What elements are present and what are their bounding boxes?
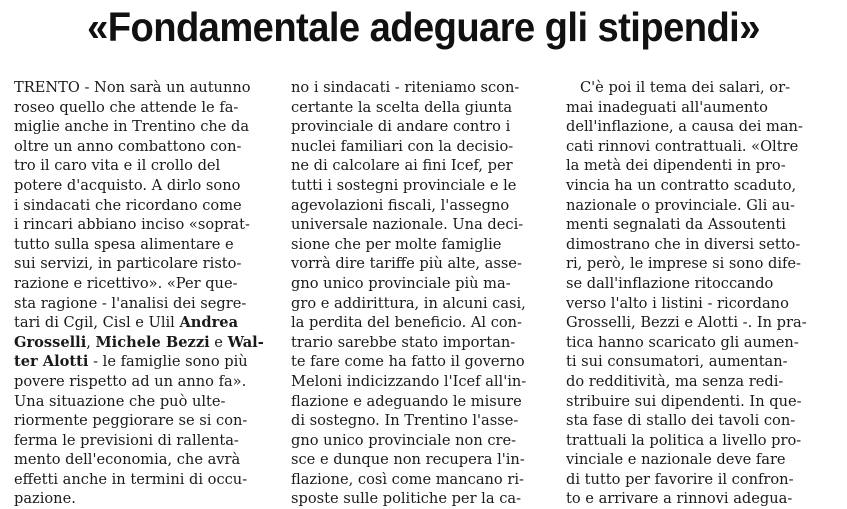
text-line (14, 137, 270, 157)
text-line (14, 215, 270, 235)
text-line (566, 411, 832, 431)
text-run: no i sindacati - riteniamo scon- (291, 79, 520, 96)
text-run: do redditività, ma senza redi- (566, 372, 784, 390)
text-line (291, 294, 547, 314)
text-run: sta fase di stallo dei tavoli con- (566, 412, 796, 430)
text-run: se dall'inflazione ritoccando (566, 274, 774, 292)
text-line (14, 333, 270, 353)
text-run: riormente peggiorare se si con- (14, 412, 248, 430)
text-run: vinciale e nazionale deve fare (566, 451, 786, 469)
author-name: ter Alotti (14, 353, 89, 371)
text-line (291, 215, 547, 235)
text-run: flazione e adeguando le misure (291, 392, 522, 410)
text-run: sce e dunque non recupera l'in- (291, 451, 525, 469)
text-line (566, 235, 832, 255)
text-line (291, 313, 547, 333)
text-line (14, 117, 270, 137)
text-line (14, 489, 270, 509)
text-run: gno unico provinciale più ma- (291, 274, 511, 292)
text-line (291, 98, 547, 118)
text-line (566, 372, 832, 392)
text-line (566, 215, 832, 235)
text-line (14, 450, 270, 470)
text-run: i sindacati che ricordano come (14, 196, 242, 214)
text-run: Meloni indicizzando l'Icef all'in- (291, 372, 527, 390)
text-run: gro e addirittura, in alcuni casi, (291, 294, 526, 312)
text-line (566, 156, 832, 176)
text-line (14, 98, 270, 118)
text-run: provinciale di andare contro i (291, 118, 511, 136)
text-line (566, 313, 832, 333)
text-run: to e arrivare a rinnovi adegua- (566, 490, 793, 508)
text-line (291, 176, 547, 196)
text-run: mento dell'economia, che avrà (14, 451, 241, 469)
text-run: dell'inflazione, a causa dei man- (566, 118, 803, 136)
text-line (566, 274, 832, 294)
text-run: nazionale o provinciale. Gli au- (566, 196, 795, 214)
text-run: Una situazione che può ulte- (14, 392, 226, 410)
text-line (291, 78, 547, 98)
text-run: ferma le previsioni di rallenta- (14, 431, 239, 449)
text-line (14, 470, 270, 490)
text-line (14, 196, 270, 216)
text-run: tica hanno scaricato gli aumen- (566, 333, 799, 351)
text-run: verso l'alto i listini - ricordano (566, 294, 789, 312)
text-line (291, 352, 547, 372)
text-run: di sostegno. In Trentino l'asse- (291, 412, 519, 430)
text-run: tro il caro vita e il crollo del (14, 157, 221, 175)
text-run: sui servizi, in particolare risto- (14, 255, 242, 273)
text-run: povere rispetto ad un anno fa». (14, 372, 247, 390)
text-line (291, 470, 547, 490)
text-run: e (209, 333, 228, 351)
text-line (291, 489, 547, 509)
text-line (566, 137, 832, 157)
text-run: cati rinnovi contrattuali. «Oltre (566, 137, 799, 155)
text-run: miglie anche in Trentino che da (14, 118, 250, 136)
text-line (291, 333, 547, 353)
text-run: universale nazionale. Una deci- (291, 216, 524, 234)
text-run: tutti i sostegni provinciale e le (291, 176, 517, 194)
text-line (566, 470, 832, 490)
text-line (14, 254, 270, 274)
text-line (566, 176, 832, 196)
text-line (14, 78, 270, 98)
text-run: nuclei familiari con la decisio- (291, 137, 514, 155)
article-column-2 (291, 78, 547, 509)
text-run: , (86, 333, 96, 351)
text-run: te fare come ha fatto il governo (291, 353, 525, 371)
author-name: Michele Bezzi (95, 333, 210, 351)
article-headline: «Fondamentale adeguare gli stipendi» (87, 4, 760, 50)
text-line (291, 431, 547, 451)
text-run: C'è poi il tema dei salari, or- (580, 79, 790, 96)
text-line (291, 411, 547, 431)
text-line (14, 411, 270, 431)
text-line (14, 156, 270, 176)
text-line (291, 137, 547, 157)
text-run: menti segnalati da Assoutenti (566, 216, 786, 234)
text-run: la metà dei dipendenti in pro- (566, 157, 786, 175)
text-line (566, 392, 832, 412)
text-line (291, 254, 547, 274)
text-line (291, 372, 547, 392)
author-name: Wal- (227, 333, 264, 351)
text-run: roseo quello che attende le fa- (14, 98, 239, 116)
text-line (566, 450, 832, 470)
text-line (566, 98, 832, 118)
text-run: trattuali la politica a livello pro- (566, 431, 802, 449)
text-run: - le famiglie sono più (88, 353, 248, 371)
text-run: ne di calcolare ai fini Icef, per (291, 157, 513, 175)
text-line (14, 176, 270, 196)
article-column-1 (14, 78, 270, 509)
text-run: TRENTO - Non sarà un autunno (14, 79, 251, 96)
text-line (291, 196, 547, 216)
text-run: trario sarebbe stato importan- (291, 333, 516, 351)
text-line (291, 156, 547, 176)
text-run: effetti anche in termini di occu- (14, 470, 248, 488)
text-run: razione e ricettivo». «Per que- (14, 274, 238, 292)
text-line (566, 352, 832, 372)
text-run: gno unico provinciale non cre- (291, 431, 517, 449)
text-line (14, 352, 270, 372)
text-line (14, 431, 270, 451)
text-run: di tutto per favorire il confron- (566, 470, 794, 488)
text-line (566, 78, 832, 98)
text-run: i rincari abbiano inciso «soprat- (14, 216, 250, 234)
article-column-3 (566, 78, 832, 509)
text-line (566, 333, 832, 353)
text-run: stribuire sui dipendenti. In que- (566, 392, 802, 410)
text-run: mai inadeguati all'aumento (566, 98, 768, 116)
text-line (291, 392, 547, 412)
text-line (566, 489, 832, 509)
text-run: potere d'acquisto. A dirlo sono (14, 176, 241, 194)
text-run: flazione, così come mancano ri- (291, 470, 524, 488)
text-run: agevolazioni fiscali, l'assegno (291, 196, 510, 214)
text-line (291, 117, 547, 137)
text-line (566, 196, 832, 216)
text-run: sione che per molte famiglie (291, 235, 502, 253)
text-run: tari di Cgil, Cisl e Ulil (14, 314, 180, 332)
text-run: ri, però, le imprese si sono dife- (566, 255, 801, 273)
text-run: vorrà dire tariffe più alte, asse- (291, 255, 522, 273)
text-line (14, 294, 270, 314)
text-line (566, 254, 832, 274)
text-run: tutto sulla spesa alimentare e (14, 235, 234, 253)
text-line (566, 431, 832, 451)
text-line (566, 117, 832, 137)
text-run: sposte sulle politiche per la ca- (291, 490, 521, 508)
text-line (14, 392, 270, 412)
text-line (291, 450, 547, 470)
author-name: Grosselli (14, 333, 87, 351)
text-run: sta ragione - l'analisi dei segre- (14, 294, 247, 312)
text-run: Grosselli, Bezzi e Alotti -. In pra- (566, 314, 807, 332)
text-line (14, 235, 270, 255)
text-run: vincia ha un contratto scaduto, (566, 176, 797, 194)
text-run: pazione. (14, 490, 76, 508)
text-line (291, 274, 547, 294)
text-run: ti sui consumatori, aumentan- (566, 353, 788, 371)
text-line (566, 294, 832, 314)
text-run: oltre un anno combattono con- (14, 137, 242, 155)
text-line (14, 313, 270, 333)
author-name: Andrea (179, 314, 239, 332)
text-line (291, 235, 547, 255)
text-run: la perdita del beneficio. Al con- (291, 314, 522, 332)
text-run: dimostrano che in diversi setto- (566, 235, 801, 253)
text-run: certante la scelta della giunta (291, 98, 513, 116)
text-line (14, 372, 270, 392)
text-line (14, 274, 270, 294)
